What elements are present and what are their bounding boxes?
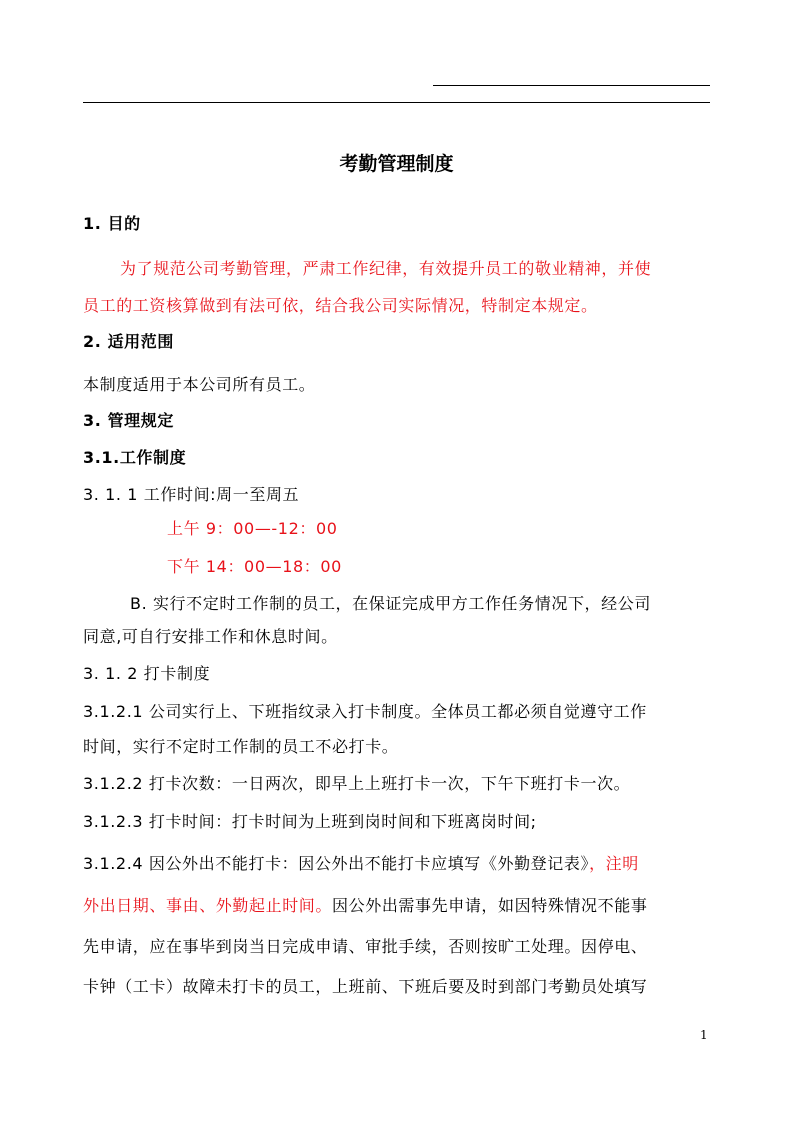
section-3-1-heading: 3.1.工作制度 [83,448,187,467]
section-2-paragraph: 本制度适用于本公司所有员工。 [83,375,316,394]
section-3-1-2-1-line-1: 3.1.2.1 公司实行上、下班指纹录入打卡制度。全体员工都必须自觉遵守工作 [83,702,647,721]
section-1-heading: 1. 目的 [83,214,141,233]
section-3-1-2-3: 3.1.2.3 打卡时间：打卡时间为上班到岗时间和下班离岗时间; [83,812,537,831]
section-3-1-2-4-line-2 [83,894,647,918]
work-time-afternoon: 下午 14：00—18：00 [167,557,342,576]
page-number: 1 [700,1028,708,1042]
section-3-1-2-4-line-2-red: 外出日期、事由、外勤起止时间。 [83,896,333,915]
item-b-line-1: B. 实行不定时工作制的员工，在保证完成甲方工作任务情况下，经公司 [130,594,651,613]
item-b-line-2: 同意,可自行安排工作和休息时间。 [83,627,338,646]
document-title: 考勤管理制度 [339,153,454,175]
header-rule-short [433,85,710,86]
work-time-morning: 上午 9：00—-12：00 [167,519,338,538]
section-3-heading: 3. 管理规定 [83,411,174,430]
section-3-1-2-4-line-4: 卡钟（工卡）故障未打卡的员工，上班前、下班后要及时到部门考勤员处填写 [83,977,648,996]
section-3-1-2-4-line-3: 先申请，应在事毕到岗当日完成申请、审批手续，否则按旷工处理。因停电、 [83,937,648,956]
header-rule-long [83,102,710,103]
section-1-paragraph-line-2: 员工的工资核算做到有法可依，结合我公司实际情况，特制定本规定。 [83,296,598,315]
section-3-1-2-4-line-2-text: 因公外出需事先申请，如因特殊情况不能事 [332,896,648,915]
section-3-1-2-4-line-1-text: 3.1.2.4 因公外出不能打卡：因公外出不能打卡应填写《外勤登记表》 [83,854,590,873]
section-3-1-2-4-line-1-red: ，注明 [589,854,639,873]
section-3-1-2-2: 3.1.2.2 打卡次数：一日两次，即早上上班打卡一次，下午下班打卡一次。 [83,774,631,793]
section-3-1-2-heading: 3. 1. 2 打卡制度 [83,664,211,683]
section-3-1-2-4-line-1 [83,852,639,876]
section-3-1-2-1-line-2: 时间，实行不定时工作制的员工不必打卡。 [83,737,399,756]
section-1-paragraph-line-1: 为了规范公司考勤管理，严肃工作纪律，有效提升员工的敬业精神，并使 [120,259,652,278]
section-2-heading: 2. 适用范围 [83,332,174,351]
section-3-1-1-heading: 3. 1. 1 工作时间:周一至周五 [83,485,300,504]
